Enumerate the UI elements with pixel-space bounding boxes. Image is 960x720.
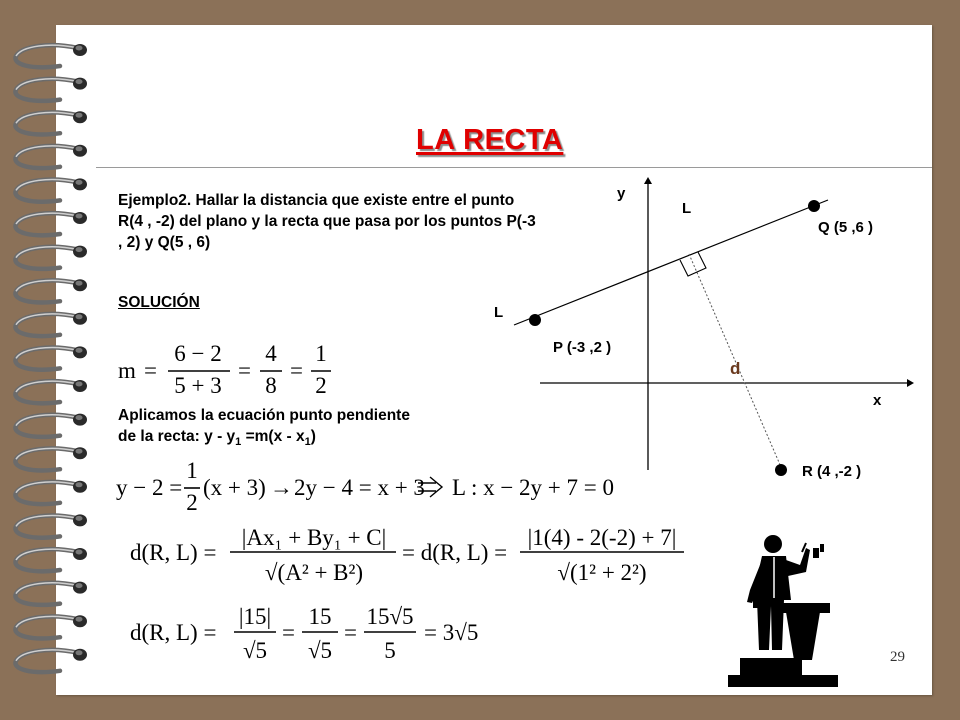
point-p-dot bbox=[529, 314, 541, 326]
line-label-top: L bbox=[682, 200, 692, 217]
res-f1-num: |15| bbox=[238, 604, 272, 629]
slope-frac3-den: 2 bbox=[315, 373, 327, 398]
eq-half-den: 2 bbox=[186, 490, 198, 515]
solution-label: SOLUCIÓN bbox=[118, 294, 200, 311]
dist-den2: √(1² + 2²) bbox=[557, 560, 647, 585]
res-lhs: d(R, L) = bbox=[130, 620, 217, 645]
slide-title: LA RECTA bbox=[416, 124, 564, 156]
slope-frac1-den: 5 + 3 bbox=[174, 373, 222, 398]
page-number: 29 bbox=[890, 649, 905, 665]
eq-part2: (x + 3) bbox=[203, 475, 266, 500]
res-f1-den: √5 bbox=[242, 638, 268, 663]
res-eq2: = bbox=[344, 620, 357, 645]
res-eq1: = bbox=[282, 620, 295, 645]
slope-frac2-num: 4 bbox=[265, 341, 277, 366]
line-l bbox=[514, 200, 828, 325]
eq-half-num: 1 bbox=[186, 458, 198, 483]
coordinate-graph bbox=[494, 177, 914, 480]
problem-statement: Ejemplo2. Hallar la distancia que existe entre el punto R(4 , -2) del plano y la recta que pasa por los puntos P(-3 , 2) y Q(5 , 6) bbox=[118, 192, 536, 251]
slope-frac3-num: 1 bbox=[315, 341, 327, 366]
slope-eq2: = bbox=[238, 358, 251, 383]
eq-part3: 2y − 4 = x + 3 bbox=[294, 475, 425, 500]
subscript-2: 1 bbox=[304, 436, 311, 449]
eq-arrow: → bbox=[270, 475, 293, 500]
y-axis-label: y bbox=[617, 185, 626, 202]
speaker-podium-icon bbox=[728, 535, 838, 687]
slope-frac1-num: 6 − 2 bbox=[174, 341, 222, 366]
point-r-dot bbox=[775, 464, 787, 476]
distance-label: d bbox=[730, 359, 741, 378]
point-slope-line2-end: ) bbox=[310, 428, 316, 445]
slope-formula bbox=[118, 341, 331, 398]
y-axis-arrow-icon bbox=[644, 177, 652, 184]
res-f3-den: 5 bbox=[384, 638, 396, 663]
res-f2-num: 15 bbox=[308, 604, 332, 629]
eq-part1: y − 2 = bbox=[116, 475, 183, 500]
x-axis-arrow-icon bbox=[907, 379, 914, 387]
point-slope-line2-prefix: de la recta: y - y bbox=[118, 428, 236, 445]
eq-part4: L : x − 2y + 7 = 0 bbox=[452, 475, 614, 500]
point-q-dot bbox=[808, 200, 820, 212]
point-p-label: P (-3 ,2 ) bbox=[553, 339, 612, 356]
res-f2-den: √5 bbox=[307, 638, 333, 663]
slope-eq: = bbox=[144, 358, 157, 383]
dist-den: √(A² + B²) bbox=[264, 560, 364, 585]
point-r-label: R (4 ,-2 ) bbox=[802, 463, 862, 480]
equation-line bbox=[116, 458, 614, 515]
slope-lhs: m bbox=[118, 358, 136, 383]
res-result: = 3√5 bbox=[424, 620, 479, 645]
point-slope-line1: Aplicamos la ecuación punto pendiente bbox=[118, 407, 410, 424]
right-angle-mark bbox=[680, 252, 706, 276]
res-f3-num: 15√5 bbox=[366, 604, 414, 629]
slope-frac2-den: 8 bbox=[265, 373, 277, 398]
point-q-label: Q (5 ,6 ) bbox=[818, 219, 874, 236]
dist-num: |Ax₁ + By₁ + C| bbox=[241, 525, 387, 550]
x-axis-label: x bbox=[873, 392, 882, 409]
result-formula bbox=[130, 604, 478, 663]
distance-formula bbox=[130, 525, 684, 585]
dist-mid: = d(R, L) = bbox=[402, 540, 508, 565]
subscript-1: 1 bbox=[235, 436, 242, 449]
line-label-left: L bbox=[494, 304, 504, 321]
slope-eq3: = bbox=[290, 358, 303, 383]
dist-lhs: d(R, L) = bbox=[130, 540, 217, 565]
point-slope-line2-mid: =m(x - x bbox=[241, 428, 305, 445]
dist-num2: |1(4) - 2(-2) + 7| bbox=[527, 525, 677, 550]
